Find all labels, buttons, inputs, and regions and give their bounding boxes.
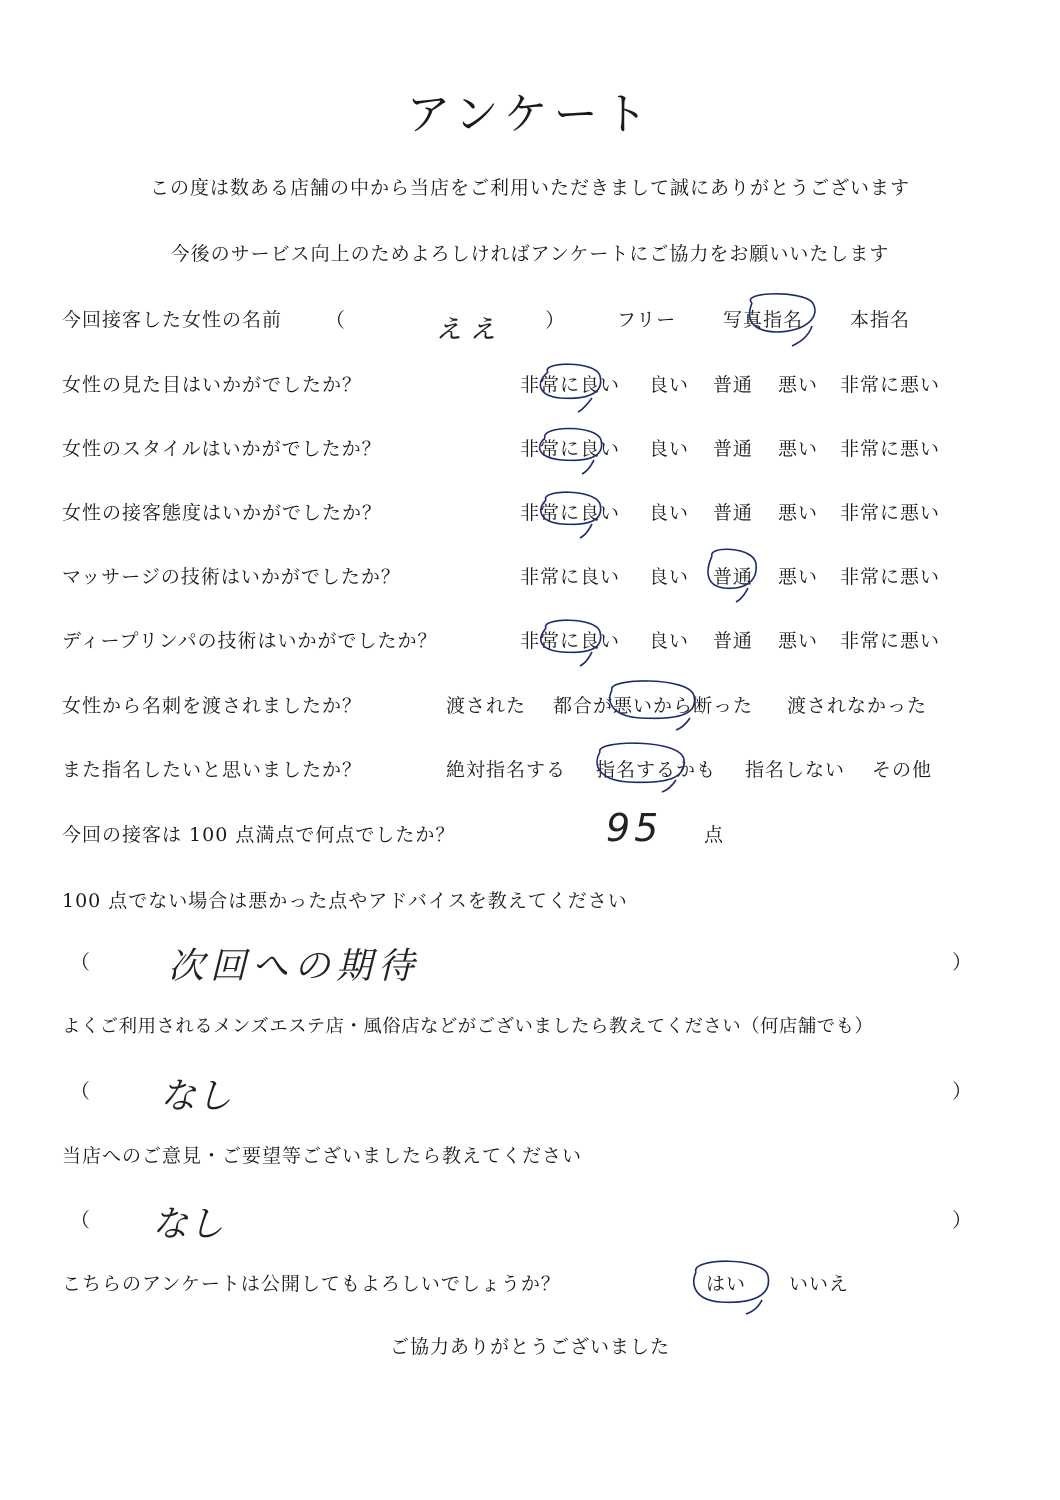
intro-line-1: この度は数ある店舗の中から当店をご利用いただきまして誠にありがとうございます bbox=[149, 177, 910, 199]
scale-good[interactable]: 良い bbox=[649, 502, 690, 524]
thanks-message: ご協力ありがとうございました bbox=[389, 1336, 670, 1358]
paren-open: （ bbox=[70, 1079, 90, 1103]
scale-normal[interactable]: 普通 bbox=[713, 502, 754, 524]
scale-very-bad[interactable]: 非常に悪い bbox=[840, 566, 941, 588]
option-free[interactable]: フリー bbox=[617, 309, 677, 331]
scale-good[interactable]: 良い bbox=[649, 438, 690, 460]
scale-bad[interactable]: 悪い bbox=[778, 566, 819, 588]
scale-very-bad[interactable]: 非常に悪い bbox=[840, 438, 941, 460]
rating-question-lymph: ディープリンパの技術はいかがでしたか？ bbox=[62, 630, 438, 652]
scale-good[interactable]: 良い bbox=[649, 630, 690, 652]
option-card-received[interactable]: 渡された bbox=[446, 695, 527, 717]
scale-bad[interactable]: 悪い bbox=[778, 630, 819, 652]
other-shops-question-label: よくご利用されるメンズエステ店・風俗店などがございましたら教えてください（何店舗でも） bbox=[62, 1016, 874, 1037]
page-title: アンケート bbox=[406, 89, 654, 140]
score-unit: 点 bbox=[704, 824, 725, 846]
rating-question-looks: 女性の見た目はいかがでしたか？ bbox=[62, 374, 363, 396]
name-answer[interactable]: ぇぇ bbox=[432, 306, 500, 346]
option-no[interactable]: いいえ bbox=[789, 1273, 850, 1295]
advice-answer[interactable]: 次回への期待 bbox=[168, 946, 421, 987]
option-photo-nomination[interactable]: 写真指名 bbox=[723, 309, 804, 331]
name-paren-open: （ bbox=[325, 308, 345, 332]
intro-line-2: 今後のサービス向上のためよろしければアンケートにご協力をお願いいたします bbox=[170, 243, 890, 265]
opinion-question-label: 当店へのご意見・ご要望等ございましたら教えてください bbox=[62, 1145, 583, 1167]
scale-very-good[interactable]: 非常に良い bbox=[520, 374, 621, 396]
scale-very-bad[interactable]: 非常に悪い bbox=[840, 502, 941, 524]
scale-very-bad[interactable]: 非常に悪い bbox=[840, 374, 941, 396]
scale-bad[interactable]: 悪い bbox=[778, 438, 819, 460]
other-shops-answer[interactable]: なし bbox=[160, 1076, 233, 1117]
rating-question-massage: マッサージの技術はいかがでしたか？ bbox=[62, 566, 401, 588]
option-main-nomination[interactable]: 本指名 bbox=[850, 309, 911, 331]
name-paren-close: ） bbox=[545, 308, 565, 332]
rating-question-style: 女性のスタイルはいかがでしたか？ bbox=[62, 438, 382, 460]
again-question-label: また指名したいと思いましたか？ bbox=[62, 759, 363, 781]
scale-very-good[interactable]: 非常に良い bbox=[520, 566, 621, 588]
scale-normal[interactable]: 普通 bbox=[713, 630, 754, 652]
scale-very-good[interactable]: 非常に良い bbox=[520, 438, 621, 460]
scale-bad[interactable]: 悪い bbox=[778, 374, 819, 396]
name-question-label: 今回接客した女性の名前 bbox=[62, 309, 283, 331]
option-card-not-received[interactable]: 渡されなかった bbox=[787, 695, 928, 717]
option-maybe[interactable]: 指名するかも bbox=[596, 759, 717, 781]
scale-very-good[interactable]: 非常に良い bbox=[520, 630, 621, 652]
advice-question-label: 100 点でない場合は悪かった点やアドバイスを教えてください bbox=[62, 890, 628, 912]
scale-good[interactable]: 良い bbox=[649, 566, 690, 588]
scale-very-good[interactable]: 非常に良い bbox=[520, 502, 621, 524]
publish-question-label: こちらのアンケートは公開してもよろしいでしょうか？ bbox=[62, 1273, 561, 1295]
card-question-label: 女性から名刺を渡されましたか？ bbox=[62, 695, 363, 717]
paren-close: ） bbox=[952, 1208, 972, 1232]
option-definitely[interactable]: 絶対指名する bbox=[446, 759, 567, 781]
scale-bad[interactable]: 悪い bbox=[778, 502, 819, 524]
paren-open: （ bbox=[70, 1208, 90, 1232]
paren-close: ） bbox=[952, 950, 972, 974]
opinion-answer[interactable]: なし bbox=[152, 1204, 225, 1245]
paren-close: ） bbox=[952, 1079, 972, 1103]
option-no[interactable]: 指名しない bbox=[745, 759, 846, 781]
option-card-declined[interactable]: 都合が悪いから断った bbox=[553, 695, 754, 717]
paren-open: （ bbox=[70, 950, 90, 974]
scale-normal[interactable]: 普通 bbox=[713, 566, 754, 588]
score-question-label: 今回の接客は 100 点満点で何点でしたか？ bbox=[62, 824, 456, 846]
score-answer[interactable]: 95 bbox=[606, 806, 663, 850]
rating-question-attitude: 女性の接客態度はいかがでしたか？ bbox=[62, 502, 383, 524]
option-other[interactable]: その他 bbox=[872, 759, 933, 781]
scale-good[interactable]: 良い bbox=[649, 374, 690, 396]
scale-very-bad[interactable]: 非常に悪い bbox=[840, 630, 941, 652]
option-yes[interactable]: はい bbox=[706, 1273, 747, 1295]
scale-normal[interactable]: 普通 bbox=[713, 438, 754, 460]
scale-normal[interactable]: 普通 bbox=[713, 374, 754, 396]
